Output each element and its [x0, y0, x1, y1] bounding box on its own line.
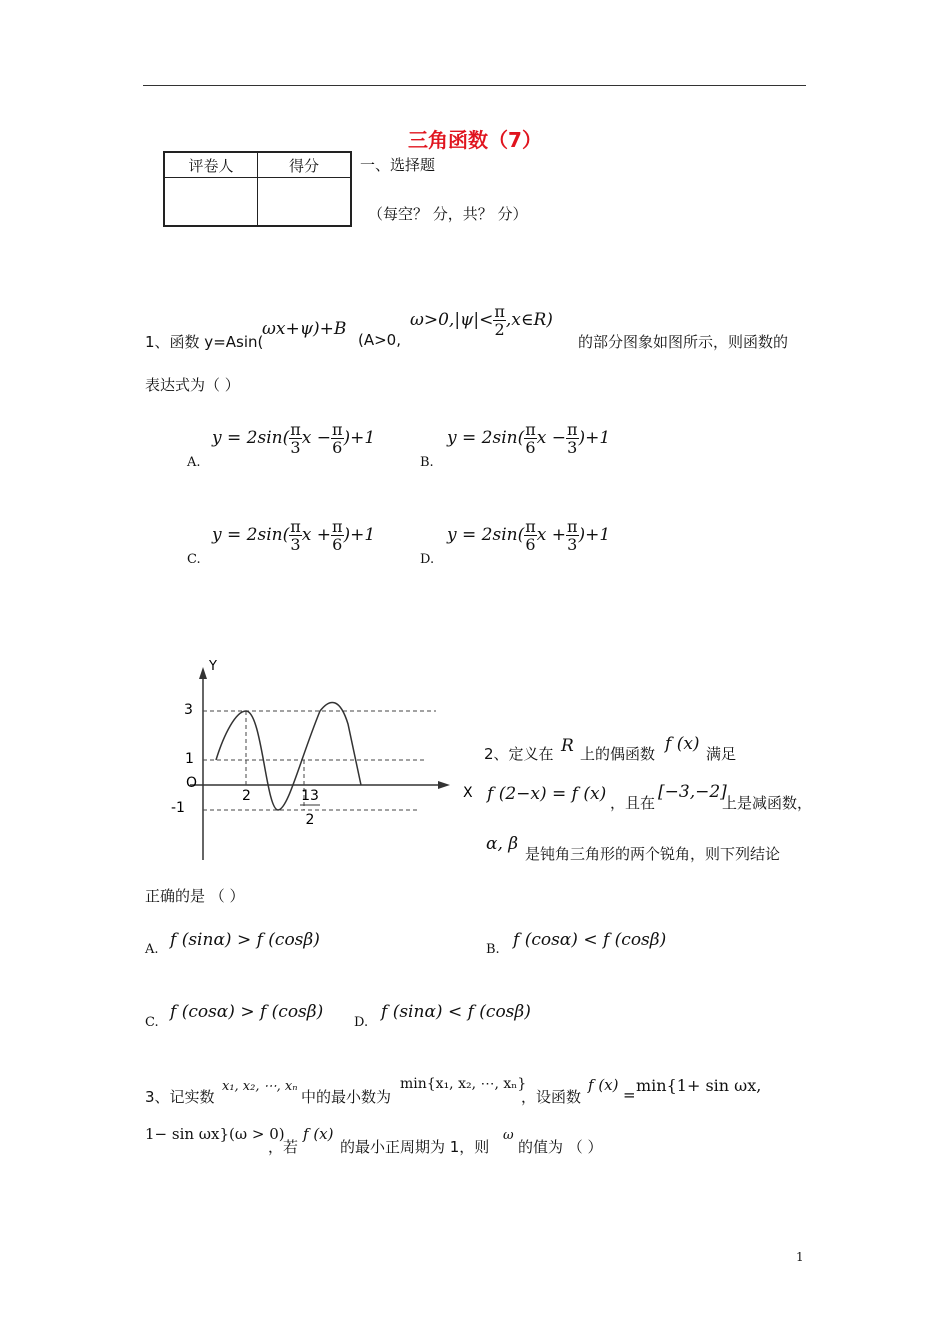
- score-table: [163, 151, 352, 227]
- fraction: [566, 421, 579, 456]
- denominator: 3: [567, 535, 578, 554]
- q1-option-d-letter: D.: [420, 552, 435, 567]
- q3-minstart: min{1+ sin ωx,: [636, 1076, 762, 1095]
- q1-cond-b-pre: ω>0,|ψ|<: [410, 310, 494, 330]
- q1-cond-fraction: [493, 303, 506, 338]
- q1-cond-a: (A>0,: [358, 331, 401, 349]
- q3-fx: f (x): [588, 1076, 619, 1094]
- header-rule: [143, 85, 806, 86]
- x-tick-13-numerator: 13: [301, 788, 319, 804]
- q1-option-d-pre: y = 2sin(: [447, 525, 525, 545]
- q1-option-a-pre: y = 2sin(: [212, 428, 290, 448]
- q2-ab: α, β: [486, 834, 519, 854]
- denominator: 6: [332, 438, 343, 457]
- q1-option-c-post: )+1: [343, 525, 376, 545]
- x-tick-13-denominator: 2: [305, 812, 315, 828]
- q1-cond-b: [410, 303, 553, 338]
- fraction: [524, 421, 537, 456]
- q1-option-b-pre: y = 2sin(: [447, 428, 525, 448]
- x-tick-2: 2: [242, 788, 251, 804]
- y-axis-label: Y: [209, 659, 217, 674]
- fraction: [289, 421, 302, 456]
- q2-option-c-letter: C.: [145, 1015, 159, 1030]
- q3-seq: x₁, x₂, ⋯, xₙ: [222, 1079, 298, 1094]
- grader-cell[interactable]: [164, 178, 258, 227]
- q1-line2: 表达式为（ ）: [145, 376, 240, 394]
- q1-suffix: 的部分图象如图所示，则函数的: [578, 333, 789, 351]
- section-note: （每空？ 分，共？ 分）: [368, 205, 528, 223]
- page-number: 1: [796, 1250, 804, 1264]
- q2-fx: f (x): [665, 734, 700, 754]
- q3-l2-mid2: 的最小正周期为 1，则: [340, 1138, 490, 1156]
- page-title: 三角函数（7）: [408, 128, 542, 152]
- q2-option-c[interactable]: f (cosα) > f (cosβ): [170, 1002, 324, 1022]
- q1-option-b[interactable]: [447, 421, 610, 456]
- q2-option-d-letter: D.: [354, 1015, 369, 1030]
- q3-eq: =: [623, 1086, 636, 1104]
- q2-l1-post: 满足: [706, 745, 737, 763]
- q1-option-d-post: )+1: [578, 525, 611, 545]
- q2-R: R: [561, 736, 574, 756]
- q3-l2-fx: f (x): [303, 1125, 334, 1143]
- numerator: π: [525, 517, 536, 536]
- q2-option-b-letter: B.: [486, 942, 500, 957]
- denominator: 3: [290, 438, 301, 457]
- y-tick-3: 3: [184, 702, 193, 718]
- q3-omega: ω: [503, 1128, 514, 1143]
- q2-l3-post: 是钝角三角形的两个锐角，则下列结论: [525, 845, 781, 863]
- q1-option-b-mid: x −: [536, 428, 566, 448]
- grader-header: 评卷人: [164, 152, 258, 178]
- sine-curve: [216, 702, 361, 810]
- denominator: 3: [567, 438, 578, 457]
- q1-option-a-post: )+1: [343, 428, 376, 448]
- q1-option-c-letter: C.: [187, 552, 201, 567]
- numerator: π: [331, 420, 343, 439]
- section-heading: 一、选择题: [360, 156, 436, 174]
- q1-option-c[interactable]: [212, 518, 375, 553]
- score-header: 得分: [258, 152, 352, 178]
- numerator: π: [566, 517, 578, 536]
- origin-label: O: [186, 775, 198, 791]
- q1-cond-b-post: ,x∈R): [505, 310, 553, 330]
- denominator: 6: [525, 438, 536, 457]
- q3-l2-post: 的值为 （ ）: [518, 1138, 603, 1156]
- y-axis-arrow-icon: [199, 667, 207, 679]
- x-axis-label: X: [463, 785, 473, 801]
- q3-l1-mid: 中的最小数为: [301, 1088, 392, 1106]
- numerator: π: [566, 420, 578, 439]
- q1-prefix: 1、函数 y=Asin(: [145, 333, 264, 351]
- q1-cond-two: 2: [494, 320, 505, 339]
- q2-interval: [−3,−2]: [658, 782, 727, 802]
- denominator: 6: [332, 535, 343, 554]
- q1-option-d[interactable]: [447, 518, 610, 553]
- y-tick-neg1: -1: [171, 800, 185, 816]
- q1-option-a-mid: x −: [301, 428, 331, 448]
- q3-l1-pre: 3、记实数: [145, 1088, 215, 1106]
- q3-minexp: min{x₁, x₂, ⋯, xₙ}: [400, 1076, 527, 1092]
- numerator: π: [331, 517, 343, 536]
- q3-l2-expr: 1− sin ωx}(ω > 0): [145, 1125, 285, 1143]
- fraction: [524, 518, 537, 553]
- q2-l4: 正确的是 （ ）: [145, 887, 245, 905]
- q1-option-a[interactable]: [212, 421, 375, 456]
- q1-option-d-mid: x +: [536, 525, 566, 545]
- fraction: [331, 518, 344, 553]
- numerator: π: [290, 517, 301, 536]
- q2-option-a[interactable]: f (sinα) > f (cosβ): [170, 930, 320, 950]
- q2-l1-mid: 上的偶函数: [580, 745, 656, 763]
- q1-option-b-post: )+1: [578, 428, 611, 448]
- q2-l2-mid: ，且在: [610, 794, 656, 812]
- denominator: 3: [290, 535, 301, 554]
- q2-option-d[interactable]: f (sinα) < f (cosβ): [381, 1002, 531, 1022]
- q3-l2-mid: ，若: [268, 1138, 299, 1156]
- q2-l2-post: 上是减函数，: [722, 794, 813, 812]
- x-axis-arrow-icon: [438, 781, 450, 789]
- y-tick-1: 1: [185, 751, 194, 767]
- q2-l1-pre: 2、定义在: [484, 745, 554, 763]
- score-cell[interactable]: [258, 178, 352, 227]
- q1-expr: ωx+ψ)+B: [262, 319, 347, 339]
- fraction: [289, 518, 302, 553]
- q1-cond-pi: π: [494, 302, 505, 321]
- denominator: 6: [525, 535, 536, 554]
- q1-option-c-mid: x +: [301, 525, 331, 545]
- q1-option-b-letter: B.: [420, 455, 434, 470]
- q3-l1-mid2: ，设函数: [521, 1088, 582, 1106]
- fraction: [566, 518, 579, 553]
- q2-eq: f (2−x) = f (x): [487, 784, 607, 804]
- numerator: π: [525, 420, 536, 439]
- q1-option-c-pre: y = 2sin(: [212, 525, 290, 545]
- q2-option-a-letter: A.: [145, 942, 159, 957]
- sine-graph: [160, 650, 480, 870]
- q1-option-a-letter: A.: [187, 455, 201, 470]
- q2-option-b[interactable]: f (cosα) < f (cosβ): [513, 930, 667, 950]
- numerator: π: [290, 420, 301, 439]
- fraction: [331, 421, 344, 456]
